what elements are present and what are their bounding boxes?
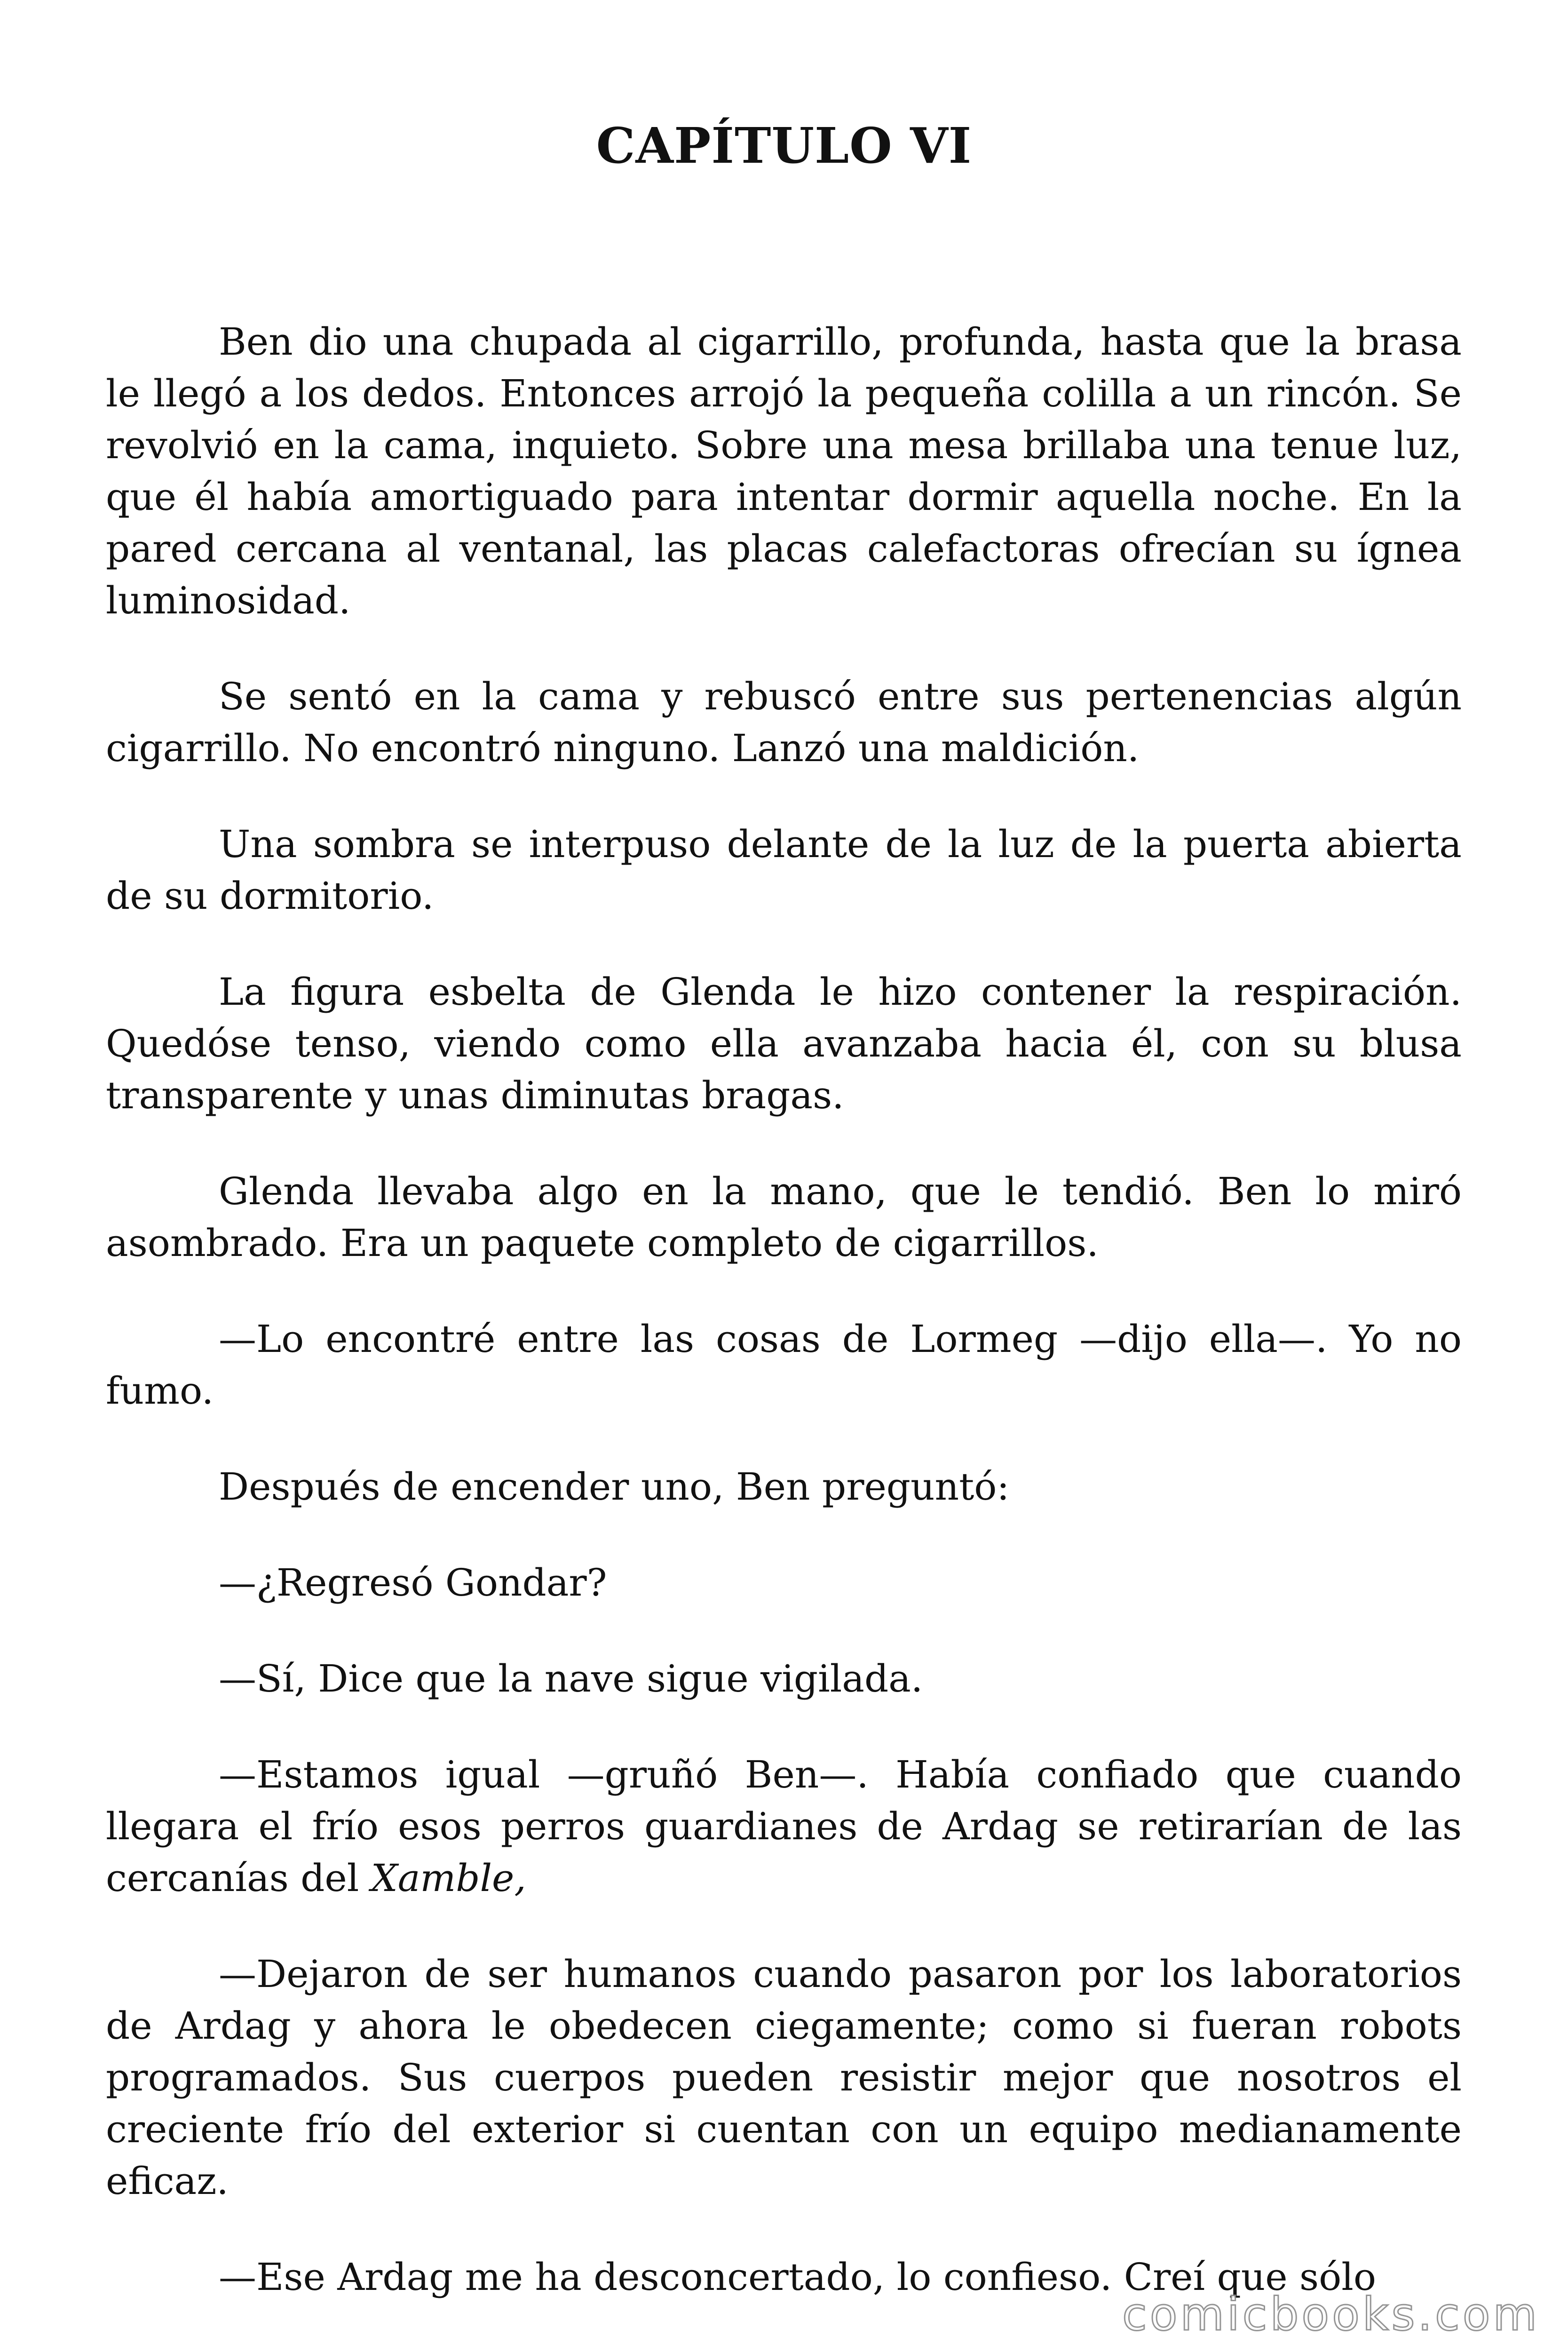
paragraph: Se sentó en la cama y rebuscó entre sus pertenencias algún cigarrillo. No encontró ninguno. Lanzó una maldición. bbox=[106, 675, 1462, 770]
paragraph-with-italic bbox=[106, 1749, 1462, 1904]
paragraph: Una sombra se interpuso delante de la luz de la puerta abierta de su dormitorio. bbox=[106, 822, 1462, 918]
watermark-logo: comicbooks.com bbox=[1122, 2288, 1540, 2341]
chapter-title: CAPÍTULO VI bbox=[596, 117, 972, 175]
paragraph-last: —Ese Ardag me ha desconcertado, lo confieso. Creí que sólo bbox=[219, 2255, 1376, 2299]
paragraph: La figura esbelta de Glenda le hizo contener la respiración. Quedóse tenso, viendo como ella avanzaba hacia él, con su blusa transparente y unas diminutas bragas. bbox=[106, 970, 1462, 1117]
paragraph: Glenda llevaba algo en la mano, que le tendió. Ben lo miró asombrado. Era un paquete completo de cigarrillos. bbox=[106, 1169, 1462, 1265]
paragraph: —¿Regresó Gondar? bbox=[219, 1561, 607, 1605]
ship-name-italic: Xamble, bbox=[371, 1856, 526, 1900]
paragraph: Ben dio una chupada al cigarrillo, profunda, hasta que la brasa le llegó a los dedos. Entonces arrojó la pequeña colilla a un rincón. Se revolvió en la cama, inquieto. Sobre una mesa brillaba una tenue luz, que él había amortiguado para intentar dormir aquella noche. En la pared cercana al ventanal, las placas calefactoras ofrecían su ígnea luminosidad. bbox=[106, 320, 1462, 622]
chapter-text bbox=[106, 316, 1462, 2347]
paragraph: —Dejaron de ser humanos cuando pasaron por los laboratorios de Ardag y ahora le obedecen ciegamente; como si fueran robots programados. Sus cuerpos pueden resistir mejor que nosotros el creciente frío del exterior si cuentan con un equipo medianamente eficaz. bbox=[106, 1952, 1462, 2203]
paragraph-text: —Estamos igual —gruñó Ben—. Había confiado que cuando llegara el frío esos perros guardianes de Ardag se retirarían de las cercanías del bbox=[106, 1753, 1462, 1900]
paragraph: —Lo encontré entre las cosas de Lormeg —dijo ella—. Yo no fumo. bbox=[106, 1317, 1462, 1413]
paragraph: Después de encender uno, Ben preguntó: bbox=[219, 1465, 1010, 1509]
paragraph: —Sí, Dice que la nave sigue vigilada. bbox=[219, 1657, 923, 1700]
